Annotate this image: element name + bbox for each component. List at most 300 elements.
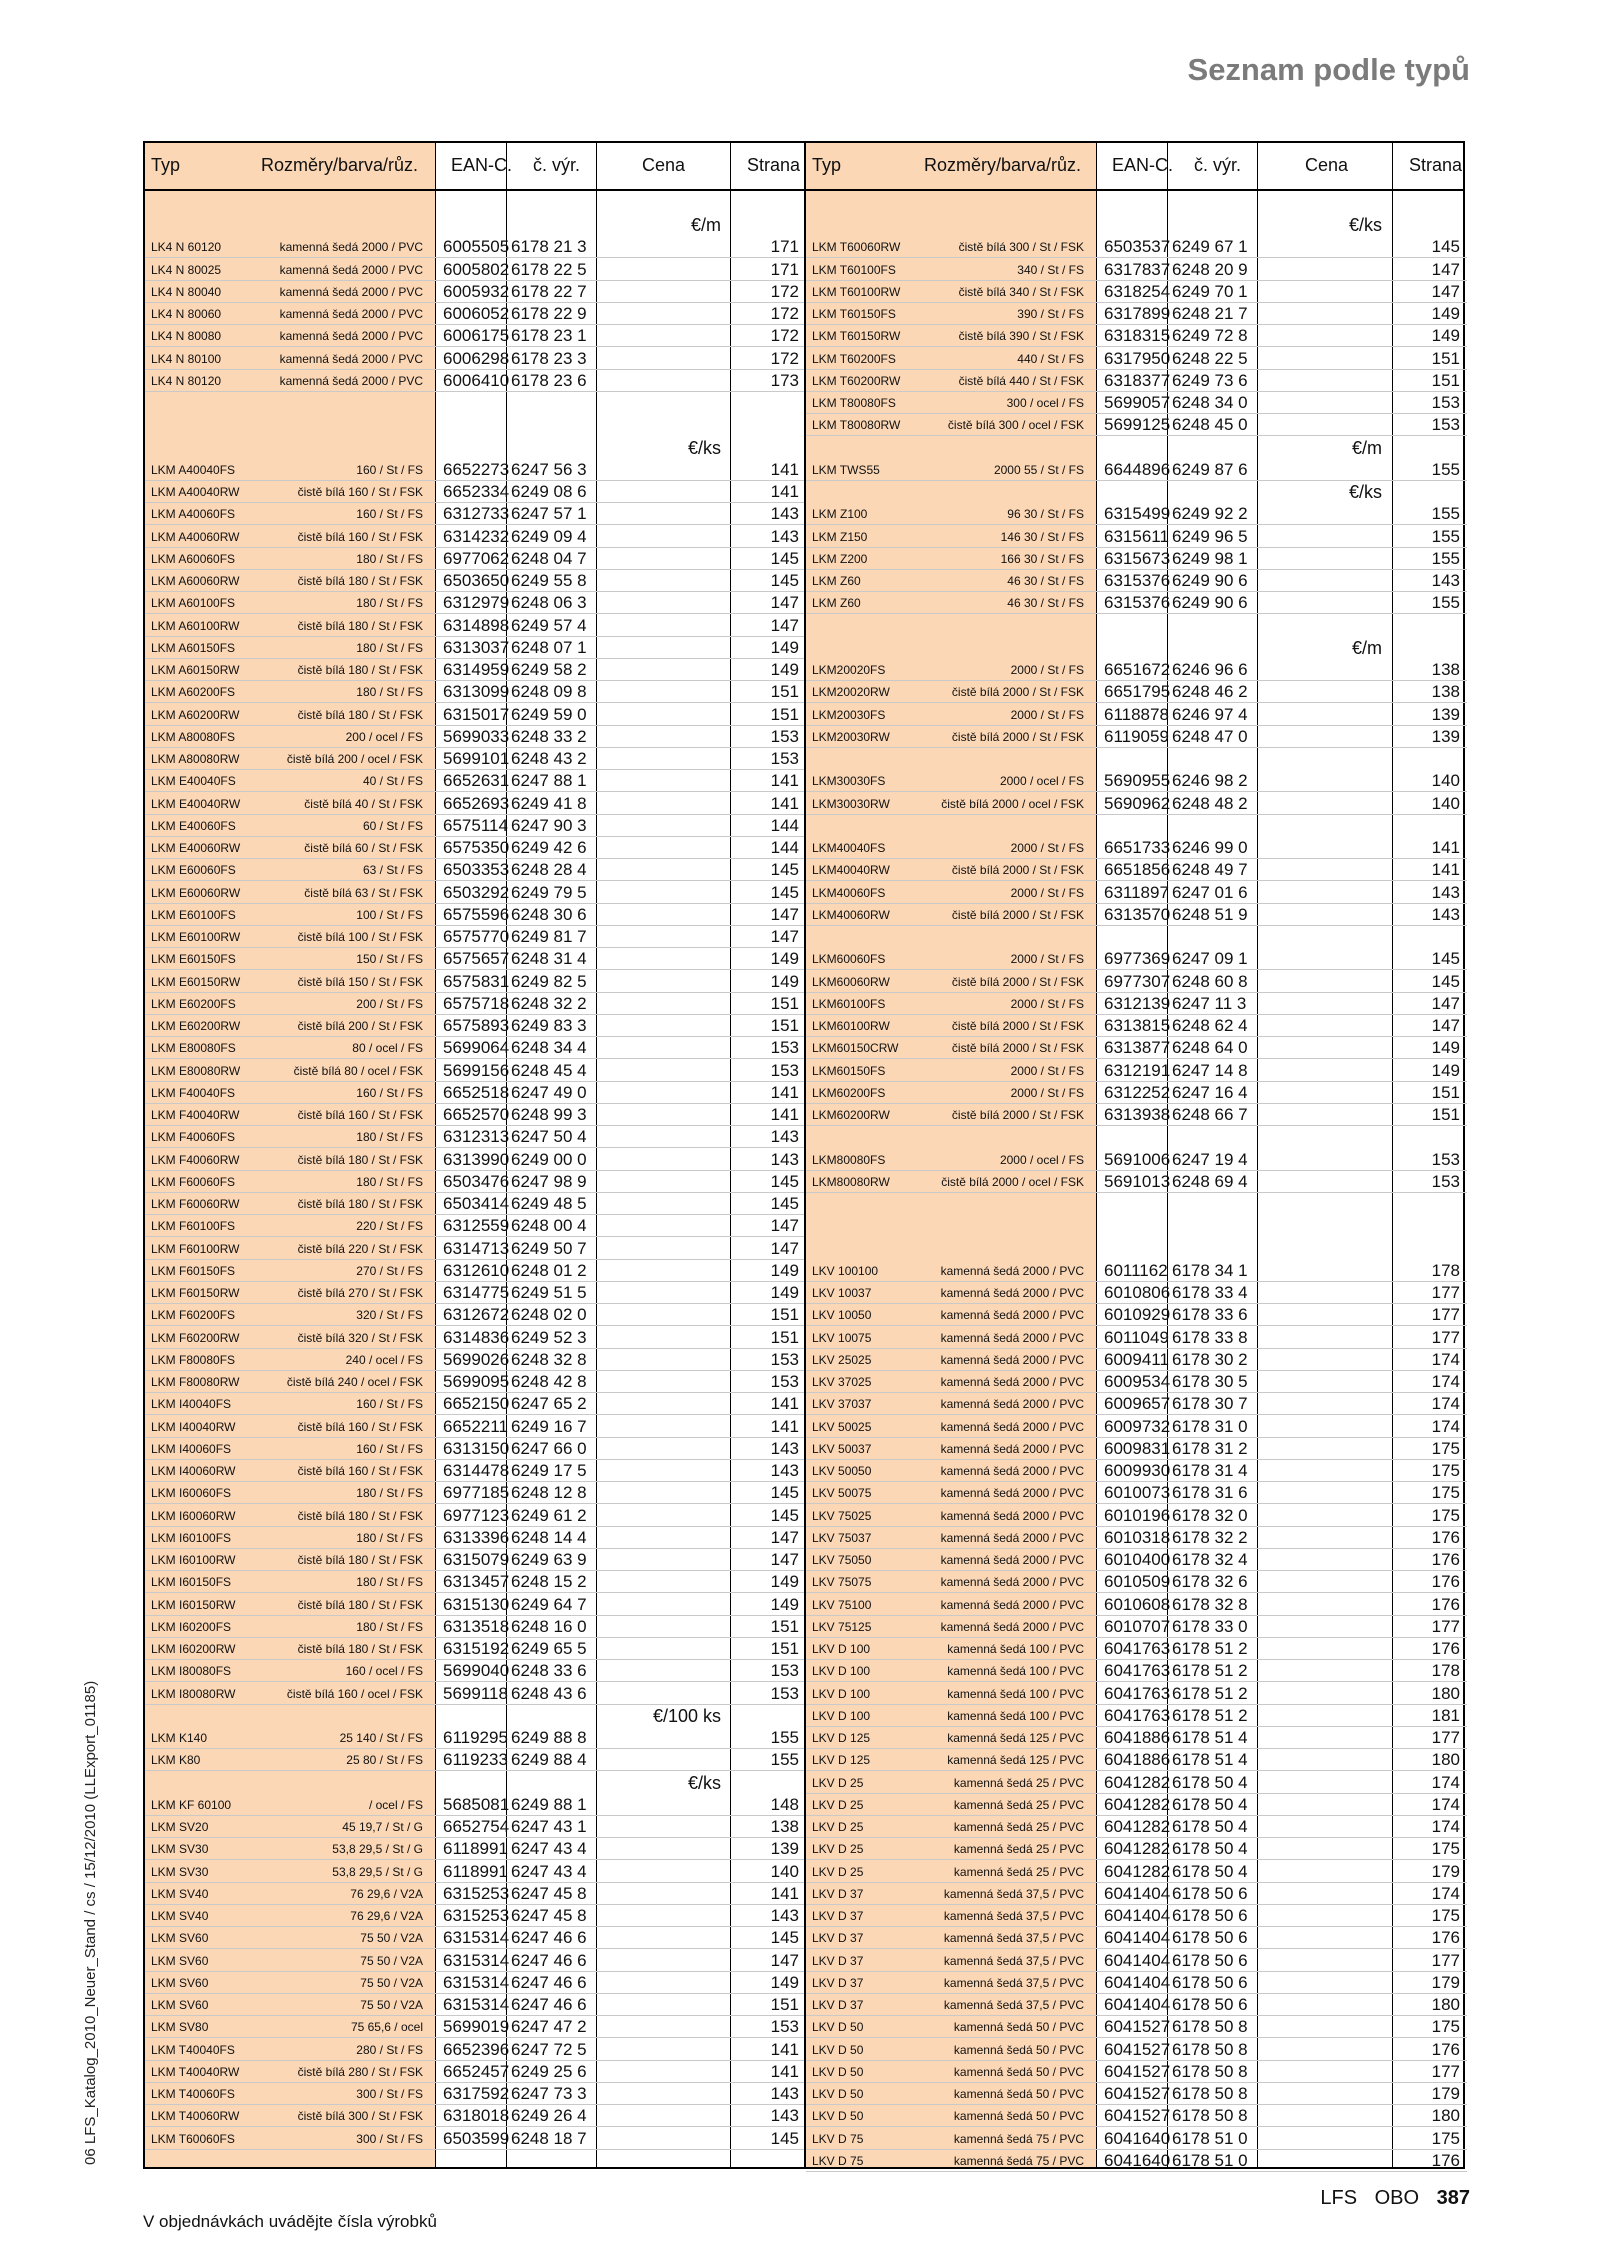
- cell-strana: 143: [1431, 904, 1460, 924]
- header-strana: Strana: [1409, 155, 1463, 175]
- cell-cvyr: 6178 23 1: [511, 326, 587, 346]
- cell-strana: 143: [770, 2106, 799, 2126]
- cell-ean: 6041886: [1104, 1750, 1171, 1770]
- cell-ean: 6652693: [443, 793, 510, 813]
- cell-ean: 6312733: [443, 504, 510, 524]
- cell-cvyr: 6247 16 4: [1172, 1082, 1248, 1102]
- cell-dims: kamenná šedá 2000 / PVC: [940, 1441, 1084, 1456]
- cell-ean: 6314775: [443, 1283, 510, 1302]
- cell-ean: 6575657: [443, 949, 510, 969]
- cell-ean: 6977307: [1104, 971, 1171, 991]
- table-row: [806, 1149, 1467, 1171]
- table-row: [145, 1015, 804, 1037]
- table-row: [145, 815, 804, 837]
- table-row: [145, 1060, 804, 1082]
- table-header: [145, 143, 1463, 191]
- cell-strana: 145: [1431, 949, 1460, 969]
- table-row: [806, 1482, 1467, 1504]
- cell-typ: LKM F60060FS: [151, 1174, 236, 1189]
- cell-strana: 145: [770, 860, 799, 880]
- cell-cvyr: 6178 34 1: [1172, 1260, 1248, 1280]
- cell-dims: kamenná šedá 2000 / PVC: [279, 329, 423, 344]
- cell-dims: kamenná šedá 100 / PVC: [947, 1686, 1084, 1701]
- cell-dims: 280 / St / FS: [356, 2042, 423, 2057]
- cell-strana: 144: [770, 838, 799, 857]
- table-row: [806, 259, 1467, 281]
- cell-dims: kamenná šedá 2000 / PVC: [940, 1553, 1084, 1567]
- cell-strana: 175: [1431, 1505, 1460, 1525]
- cell-typ: LKM I40060RW: [151, 1464, 236, 1478]
- cell-ean: 6011049: [1104, 1327, 1169, 1347]
- cell-ean: 6313990: [443, 1149, 510, 1169]
- cell-ean: 5699118: [443, 1683, 508, 1703]
- cell-ean: 6041763: [1104, 1661, 1171, 1681]
- cell-ean: 6315314: [443, 1950, 510, 1970]
- cell-ean: 6652334: [443, 482, 510, 501]
- cell-cvyr: 6178 50 8: [1172, 2084, 1248, 2103]
- cell-dims: čistě bílá 220 / St / FSK: [297, 1241, 423, 1256]
- cell-dims: kamenná šedá 37,5 / PVC: [943, 1886, 1084, 1901]
- cell-strana: 145: [770, 1928, 799, 1948]
- cell-ean: 6313518: [443, 1616, 510, 1636]
- cell-ean: 6041640: [1104, 2128, 1171, 2148]
- cell-ean: 6041763: [1104, 1705, 1171, 1725]
- cell-dims: kamenná šedá 100 / PVC: [947, 1664, 1084, 1679]
- table-row: [145, 1549, 804, 1571]
- cell-typ: LK4 N 80100: [151, 351, 222, 366]
- brand-obo: OBO: [1374, 2187, 1420, 2209]
- header-cvyr: č. výr.: [1194, 155, 1242, 175]
- cell-cvyr: 6248 43 2: [511, 749, 587, 768]
- cell-typ: LKM SV40: [151, 1886, 209, 1901]
- cell-strana: 140: [1431, 793, 1460, 813]
- cell-typ: LKV D 50: [812, 2020, 864, 2035]
- cell-strana: 143: [770, 1906, 799, 1925]
- cell-cvyr: 6247 50 4: [511, 1127, 587, 1147]
- cell-ean: 6009534: [1104, 1372, 1171, 1391]
- cell-ean: 6651856: [1104, 860, 1171, 880]
- cell-strana: 151: [1431, 1082, 1460, 1102]
- cell-typ: LKV D 37: [812, 1886, 864, 1901]
- cell-typ: LKM F40040RW: [151, 1108, 240, 1122]
- cell-dims: kamenná šedá 25 / PVC: [953, 1820, 1084, 1834]
- table-row: [806, 325, 1467, 347]
- cell-strana: 139: [1431, 704, 1460, 724]
- cell-ean: 6041527: [1104, 2084, 1171, 2103]
- cell-strana: 155: [1431, 459, 1460, 479]
- cell-dims: kamenná šedá 2000 / PVC: [940, 1464, 1084, 1478]
- cell-ean: 6315611: [1104, 526, 1169, 546]
- cell-typ: LK4 N 80025: [151, 262, 222, 277]
- cell-typ: LKM F60150FS: [151, 1263, 236, 1278]
- cell-dims: 2000 / St / FS: [1010, 996, 1084, 1011]
- cell-cvyr: 6178 23 6: [511, 370, 587, 390]
- cell-ean: 6314836: [443, 1327, 510, 1347]
- cell-cvyr: 6178 51 4: [1172, 1728, 1248, 1747]
- cell-typ: LKV D 100: [812, 1708, 871, 1723]
- table-row: [145, 259, 804, 281]
- cell-ean: 6311897: [1104, 882, 1169, 902]
- table-row: [806, 1705, 1467, 1727]
- cell-typ: LKM E80080FS: [151, 1041, 236, 1056]
- cell-strana: 174: [1431, 1394, 1460, 1414]
- cell-cvyr: 6248 46 2: [1172, 682, 1248, 702]
- table-row: [806, 1060, 1467, 1082]
- cell-typ: LKM I60200FS: [151, 1619, 232, 1634]
- cell-dims: 180 / St / FS: [356, 640, 423, 655]
- cell-strana: 149: [1431, 1060, 1460, 1080]
- cell-strana: 174: [1431, 1794, 1460, 1814]
- cell-cvyr: 6248 04 7: [511, 548, 587, 568]
- cell-strana: 143: [770, 2084, 799, 2103]
- cell-typ: LKM Z200: [812, 551, 868, 566]
- cell-cvyr: 6249 98 1: [1172, 548, 1248, 568]
- cell-dims: 180 / St / FS: [356, 1174, 423, 1189]
- cell-cvyr: 6247 66 0: [511, 1438, 587, 1458]
- cell-typ: LKM Z60: [812, 596, 861, 611]
- table-row: [145, 1349, 804, 1371]
- cell-typ: LKM I40040RW: [151, 1419, 236, 1434]
- cell-ean: 6315130: [443, 1594, 510, 1614]
- cell-cvyr: 6248 28 4: [511, 860, 587, 880]
- cell-dims: čistě bílá 280 / St / FSK: [297, 2064, 423, 2079]
- cell-cvyr: 6249 48 5: [511, 1194, 587, 1213]
- table-row: [145, 1883, 804, 1905]
- cell-dims: 60 / St / FS: [362, 818, 423, 833]
- cell-cvyr: 6249 26 4: [511, 2106, 587, 2126]
- table-row: [145, 2016, 804, 2038]
- cell-ean: 6575114: [443, 815, 508, 835]
- table-row: [806, 1638, 1467, 1660]
- cell-dims: čistě bílá 150 / St / FSK: [297, 974, 423, 989]
- cell-typ: LKM I60150RW: [151, 1597, 236, 1612]
- cell-cvyr: 6249 09 4: [511, 526, 587, 546]
- cell-ean: 6041527: [1104, 2061, 1171, 2081]
- table-row: [145, 726, 804, 748]
- cell-cvyr: 6248 14 4: [511, 1527, 587, 1547]
- unit-row: [806, 637, 1467, 659]
- cell-typ: LKV 10037: [812, 1286, 872, 1300]
- cell-cvyr: 6247 19 4: [1172, 1149, 1248, 1169]
- cell-typ: LKM F40060FS: [151, 1130, 236, 1145]
- cell-strana: 140: [1431, 771, 1460, 791]
- cell-cvyr: 6249 73 6: [1172, 370, 1248, 390]
- cell-cvyr: 6248 22 5: [1172, 348, 1248, 368]
- table-row: [145, 1215, 804, 1237]
- cell-typ: LKM A60150FS: [151, 640, 236, 655]
- cell-strana: 178: [1431, 1260, 1460, 1280]
- cell-strana: 151: [1431, 1105, 1460, 1124]
- cell-dims: kamenná šedá 25 / PVC: [953, 1864, 1084, 1879]
- cell-strana: 149: [770, 637, 799, 657]
- table-row: [145, 1683, 804, 1705]
- table-row: [806, 1416, 1467, 1438]
- cell-ean: 6010707: [1104, 1616, 1171, 1636]
- cell-typ: LKM60100RW: [812, 1019, 890, 1033]
- cell-strana: 139: [770, 1839, 799, 1859]
- cell-cvyr: 6248 64 0: [1172, 1038, 1248, 1058]
- cell-cvyr: 6248 48 2: [1172, 793, 1248, 813]
- cell-typ: LKV D 75: [812, 2131, 864, 2146]
- cell-strana: 171: [770, 259, 799, 279]
- cell-strana: 145: [1431, 237, 1460, 257]
- unit-row: [145, 1772, 804, 1794]
- cell-cvyr: 6178 32 2: [1172, 1527, 1248, 1547]
- cell-cvyr: 6248 00 4: [511, 1216, 587, 1236]
- cell-strana: 143: [770, 1127, 799, 1147]
- cell-typ: LKM A40060RW: [151, 529, 240, 544]
- cell-strana: 147: [770, 1950, 799, 1970]
- cell-typ: LKM Z100: [812, 507, 868, 522]
- cell-typ: LKV D 50: [812, 2064, 864, 2079]
- cell-dims: kamenná šedá 37,5 / PVC: [943, 1909, 1084, 1923]
- cell-typ: LKM TWS55: [812, 462, 880, 477]
- cell-strana: 153: [770, 1372, 799, 1391]
- cell-cvyr: 6249 72 8: [1172, 326, 1248, 346]
- cell-cvyr: 6178 50 8: [1172, 2039, 1248, 2059]
- cell-strana: 180: [1431, 1995, 1460, 2014]
- cell-dims: 220 / St / FS: [356, 1219, 423, 1234]
- cell-dims: 180 / St / FS: [356, 1575, 423, 1590]
- cell-cvyr: 6178 50 6: [1172, 1950, 1248, 1970]
- cell-strana: 147: [1431, 259, 1460, 279]
- cell-cvyr: 6249 87 6: [1172, 459, 1248, 479]
- cell-typ: LKM A60060FS: [151, 551, 236, 566]
- cell-typ: LKV 50037: [812, 1441, 872, 1456]
- cell-ean: 6314713: [443, 1238, 510, 1258]
- cell-cvyr: 6178 51 2: [1172, 1661, 1248, 1681]
- cell-cvyr: 6248 02 0: [511, 1305, 587, 1325]
- cell-dims: čistě bílá 80 / ocel / FSK: [293, 1063, 423, 1078]
- table-row: [806, 859, 1467, 881]
- cell-ean: 6010196: [1104, 1505, 1171, 1525]
- cell-cvyr: 6249 81 7: [511, 927, 587, 946]
- cell-typ: LKV D 100: [812, 1686, 871, 1701]
- table-row: [806, 1861, 1467, 1883]
- cell-strana: 176: [1431, 2039, 1460, 2059]
- cell-strana: 141: [770, 482, 799, 501]
- cell-dims: 150 / St / FS: [356, 952, 423, 967]
- cell-dims: kamenná šedá 2000 / PVC: [940, 1330, 1084, 1345]
- cell-strana: 176: [1431, 1594, 1460, 1614]
- cell-cvyr: 6247 43 4: [511, 1861, 587, 1881]
- cell-typ: LKM I60100RW: [151, 1553, 236, 1567]
- cell-strana: 145: [770, 548, 799, 568]
- cell-cvyr: 6248 51 9: [1172, 904, 1248, 924]
- table-row: [145, 1527, 804, 1549]
- table-row: [145, 637, 804, 659]
- cell-dims: 2000 / ocel / FS: [999, 1152, 1084, 1167]
- cell-dims: čistě bílá 2000 / St / FSK: [951, 685, 1084, 700]
- cell-cena: €/m: [690, 215, 721, 235]
- cell-cvyr: 6248 30 6: [511, 904, 587, 924]
- cell-cvyr: 6249 42 6: [511, 838, 587, 857]
- table-row: [806, 659, 1467, 681]
- table-row: [806, 837, 1467, 859]
- cell-strana: 153: [770, 1683, 799, 1703]
- cell-ean: 6651795: [1104, 682, 1171, 702]
- cell-ean: 6313570: [1104, 904, 1171, 924]
- product-table: [143, 141, 1465, 2169]
- spacer-row: [145, 414, 804, 436]
- cell-strana: 143: [770, 1149, 799, 1169]
- header-typ: Typ: [812, 155, 842, 175]
- cell-cvyr: 6178 21 3: [511, 237, 587, 257]
- cell-dims: 240 / ocel / FS: [345, 1352, 423, 1367]
- header-ean: EAN-C.: [1112, 155, 1174, 175]
- cell-typ: LKM T60100RW: [812, 284, 901, 299]
- table-row: [806, 592, 1467, 614]
- cell-dims: kamenná šedá 2000 / PVC: [940, 1619, 1084, 1634]
- table-row: [806, 1505, 1467, 1527]
- table-row: [806, 303, 1467, 325]
- cell-typ: LKM F80080FS: [151, 1352, 236, 1367]
- cell-dims: čistě bílá 2000 / St / FSK: [951, 974, 1084, 989]
- cell-cvyr: 6178 31 0: [1172, 1416, 1248, 1436]
- cell-typ: LKM T80080RW: [812, 418, 901, 433]
- cell-ean: 6318018: [443, 2106, 510, 2126]
- cell-cvyr: 6178 22 9: [511, 304, 587, 323]
- cell-ean: 6575831: [443, 971, 510, 991]
- cell-cvyr: 6178 50 6: [1172, 1995, 1248, 2014]
- table-row: [145, 1260, 804, 1282]
- cell-dims: 146 30 / St / FS: [1000, 529, 1084, 544]
- cell-ean: 6006410: [443, 370, 510, 390]
- cell-cena: €/ks: [1348, 215, 1382, 235]
- cell-strana: 149: [770, 1594, 799, 1614]
- table-row: [806, 1104, 1467, 1126]
- cell-typ: LKM40040RW: [812, 863, 890, 878]
- table-row: [806, 2128, 1467, 2150]
- cell-dims: 2000 / St / FS: [1010, 1063, 1084, 1078]
- cell-cvyr: 6249 41 8: [511, 793, 587, 813]
- cell-cvyr: 6248 60 8: [1172, 971, 1248, 991]
- cell-ean: 6312610: [443, 1260, 510, 1280]
- spacer-row: [145, 392, 804, 414]
- cell-strana: 149: [1431, 304, 1460, 323]
- cell-ean: 6318254: [1104, 281, 1171, 301]
- cell-cvyr: 6247 57 1: [511, 504, 587, 524]
- unit-row: [145, 214, 804, 236]
- cell-strana: 141: [770, 1416, 799, 1436]
- table-row: [145, 1193, 804, 1215]
- cell-strana: 176: [1431, 1527, 1460, 1547]
- cell-cvyr: 6249 88 1: [511, 1794, 587, 1814]
- cell-cvyr: 6178 22 7: [511, 281, 587, 301]
- cell-typ: LKV 75100: [812, 1597, 872, 1612]
- cell-dims: čistě bílá 2000 / St / FSK: [951, 729, 1084, 744]
- cell-ean: 6313457: [443, 1572, 510, 1592]
- cell-typ: LKM SV20: [151, 1820, 209, 1834]
- cell-strana: 153: [1431, 1149, 1460, 1169]
- cell-typ: LKM F60150RW: [151, 1286, 240, 1300]
- cell-typ: LKM I80080RW: [151, 1686, 236, 1701]
- cell-strana: 151: [770, 1016, 799, 1035]
- cell-strana: 145: [770, 1194, 799, 1213]
- cell-cvyr: 6247 46 6: [511, 1972, 587, 1992]
- table-row: [145, 615, 804, 637]
- cell-cvyr: 6248 99 3: [511, 1105, 587, 1124]
- table-row: [145, 770, 804, 792]
- cell-dims: 2000 / St / FS: [1010, 952, 1084, 967]
- cell-dims: 160 / St / FS: [356, 507, 423, 522]
- cell-dims: 2000 / St / FS: [1010, 663, 1084, 677]
- cell-ean: 6652273: [443, 459, 510, 479]
- table-row: [806, 1260, 1467, 1282]
- cell-cvyr: 6247 46 6: [511, 1995, 587, 2014]
- cell-strana: 151: [770, 1305, 799, 1325]
- cell-dims: kamenná šedá 50 / PVC: [953, 2042, 1084, 2057]
- cell-typ: LKM F60100FS: [151, 1219, 236, 1234]
- cell-typ: LKM E40060FS: [151, 818, 236, 833]
- cell-strana: 147: [770, 1527, 799, 1547]
- cell-strana: 155: [770, 1728, 799, 1747]
- table-row: [806, 1838, 1467, 1860]
- cell-ean: 6312191: [1104, 1060, 1171, 1080]
- header-strana: Strana: [747, 155, 801, 175]
- table-row: [806, 459, 1467, 481]
- cell-dims: 160 / St / FS: [356, 1397, 423, 1412]
- cell-ean: 6312313: [443, 1127, 510, 1147]
- cell-strana: 149: [770, 1260, 799, 1280]
- cell-cvyr: 6178 31 6: [1172, 1483, 1248, 1503]
- cell-dims: 340 / St / FS: [1017, 262, 1084, 277]
- cell-ean: 6010073: [1104, 1483, 1171, 1503]
- cell-ean: 6652211: [443, 1416, 508, 1436]
- spacer-row: [806, 926, 1467, 948]
- cell-strana: 141: [770, 1883, 799, 1903]
- cell-ean: 6315314: [443, 1928, 510, 1948]
- cell-ean: 6041404: [1104, 1928, 1171, 1948]
- header-ean: EAN-C.: [451, 155, 513, 175]
- table-row: [806, 1327, 1467, 1349]
- cell-ean: 6315017: [443, 704, 510, 724]
- cell-typ: LKM F60100RW: [151, 1241, 240, 1256]
- cell-dims: kamenná šedá 37,5 / PVC: [943, 1975, 1084, 1990]
- cell-strana: 176: [1431, 1550, 1460, 1569]
- cell-ean: 6009732: [1104, 1416, 1171, 1436]
- table-row: [145, 659, 804, 681]
- cell-strana: 143: [770, 504, 799, 524]
- table-row: [806, 1660, 1467, 1682]
- cell-dims: kamenná šedá 100 / PVC: [947, 1642, 1084, 1656]
- cell-dims: čistě bílá 2000 / St / FSK: [951, 1108, 1084, 1122]
- cell-ean: 6041404: [1104, 1906, 1171, 1925]
- cell-dims: 160 / St / FS: [356, 1441, 423, 1456]
- cell-typ: LKV 75037: [812, 1530, 872, 1545]
- cell-typ: LK4 N 80060: [151, 307, 222, 321]
- cell-typ: LK4 N 80040: [151, 284, 222, 299]
- cell-ean: 6041282: [1104, 1772, 1171, 1792]
- cell-dims: 45 19,7 / St / G: [342, 1820, 423, 1834]
- cell-dims: čistě bílá 440 / St / FSK: [958, 373, 1084, 388]
- cell-dims: kamenná šedá 2000 / PVC: [940, 1263, 1084, 1278]
- table-row: [806, 1304, 1467, 1326]
- cell-cvyr: 6247 11 3: [1172, 993, 1247, 1013]
- cell-dims: 300 / St / FS: [356, 2087, 423, 2101]
- cell-dims: 53,8 29,5 / St / G: [332, 1864, 423, 1879]
- cell-ean: 6651672: [1104, 660, 1171, 679]
- cell-cvyr: 6249 17 5: [511, 1461, 587, 1480]
- cell-dims: 46 30 / St / FS: [1007, 574, 1084, 588]
- cell-strana: 145: [770, 1483, 799, 1503]
- cell-ean: 6652518: [443, 1082, 510, 1102]
- table-row: [145, 2128, 804, 2150]
- cell-typ: LKM T60060RW: [812, 240, 901, 255]
- cell-typ: LKV D 25: [812, 1842, 864, 1857]
- cell-strana: 176: [1431, 2150, 1460, 2170]
- cell-strana: 177: [1431, 1728, 1460, 1747]
